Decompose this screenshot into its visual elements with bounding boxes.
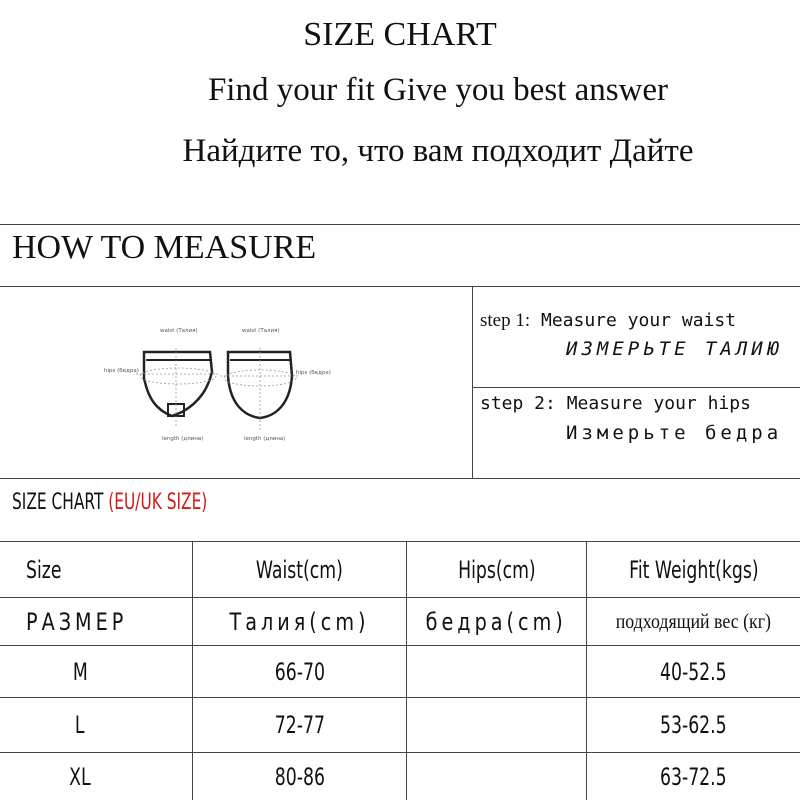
table-row-m-weight: 40-52.5 bbox=[660, 657, 727, 686]
header-size-ru: РАЗМЕР bbox=[26, 607, 128, 636]
step-2-russian: Измерьте бедра bbox=[566, 422, 783, 444]
header-size: Size bbox=[26, 555, 62, 584]
table-row-m-hips bbox=[407, 646, 586, 697]
table-row-l-weight: 53-62.5 bbox=[660, 711, 727, 739]
table-row-xl-weight: 63-72.5 bbox=[660, 762, 727, 791]
step-1-instruction bbox=[480, 310, 736, 332]
size-chart-label-text: SIZE CHART bbox=[12, 490, 104, 515]
header-hips-ru: бедра(cm) bbox=[425, 607, 568, 636]
table-row-xl-size: XL bbox=[69, 762, 91, 791]
label-length-right: length (длина) bbox=[244, 436, 286, 442]
label-length-left: length (длина) bbox=[162, 436, 204, 442]
header-fit-weight-ru: подходящий вес (кг) bbox=[615, 609, 772, 633]
table-row-m-size: M bbox=[72, 657, 88, 686]
table-row-xl-waist: 80-86 bbox=[274, 762, 325, 791]
header-fit-weight: Fit Weight(kgs) bbox=[628, 555, 759, 584]
table-row-xl-hips bbox=[407, 753, 586, 800]
table-row-l-size: L bbox=[75, 711, 85, 739]
step-2-text: Measure your hips bbox=[555, 393, 751, 414]
label-hips-left: hips (бедра) bbox=[104, 368, 139, 374]
size-chart-label-eu-uk: (EU/UK SIZE) bbox=[108, 490, 208, 515]
divider-steps-vertical bbox=[472, 286, 473, 478]
subtitle-english: Find your fit Give you best answer bbox=[207, 72, 669, 108]
label-waist-right: waist (Талия) bbox=[242, 328, 280, 334]
header-hips: Hips(cm) bbox=[457, 555, 536, 584]
label-waist-left: waist (Талия) bbox=[160, 328, 198, 334]
divider-steps bbox=[472, 387, 800, 388]
step-1-text: Measure your waist bbox=[530, 310, 737, 331]
briefs-measurement-illustration bbox=[96, 318, 336, 448]
table-row-l-waist: 72-77 bbox=[274, 711, 325, 739]
table-row-m-waist: 66-70 bbox=[274, 657, 325, 686]
step-1-russian: ИЗМЕРЬТЕ ТАЛИЮ bbox=[566, 338, 783, 360]
header-waist: Waist(cm) bbox=[256, 555, 343, 584]
table-row-l-hips bbox=[407, 698, 586, 752]
step-2-instruction bbox=[480, 393, 751, 414]
page-title: SIZE CHART bbox=[303, 16, 497, 53]
divider-how bbox=[0, 286, 800, 287]
subtitle-russian: Найдите то, что вам подходит Дайте bbox=[182, 133, 694, 169]
how-to-measure-heading: HOW TO MEASURE bbox=[12, 229, 317, 266]
step-2-label: step 2: bbox=[480, 393, 556, 414]
divider-chart bbox=[0, 478, 800, 479]
divider-top bbox=[0, 224, 800, 225]
size-chart-label bbox=[12, 490, 207, 515]
header-waist-ru: Талия(cm) bbox=[229, 607, 370, 636]
label-hips-right: hips (бедра) bbox=[296, 370, 331, 376]
step-1-label: step 1: bbox=[480, 310, 531, 331]
